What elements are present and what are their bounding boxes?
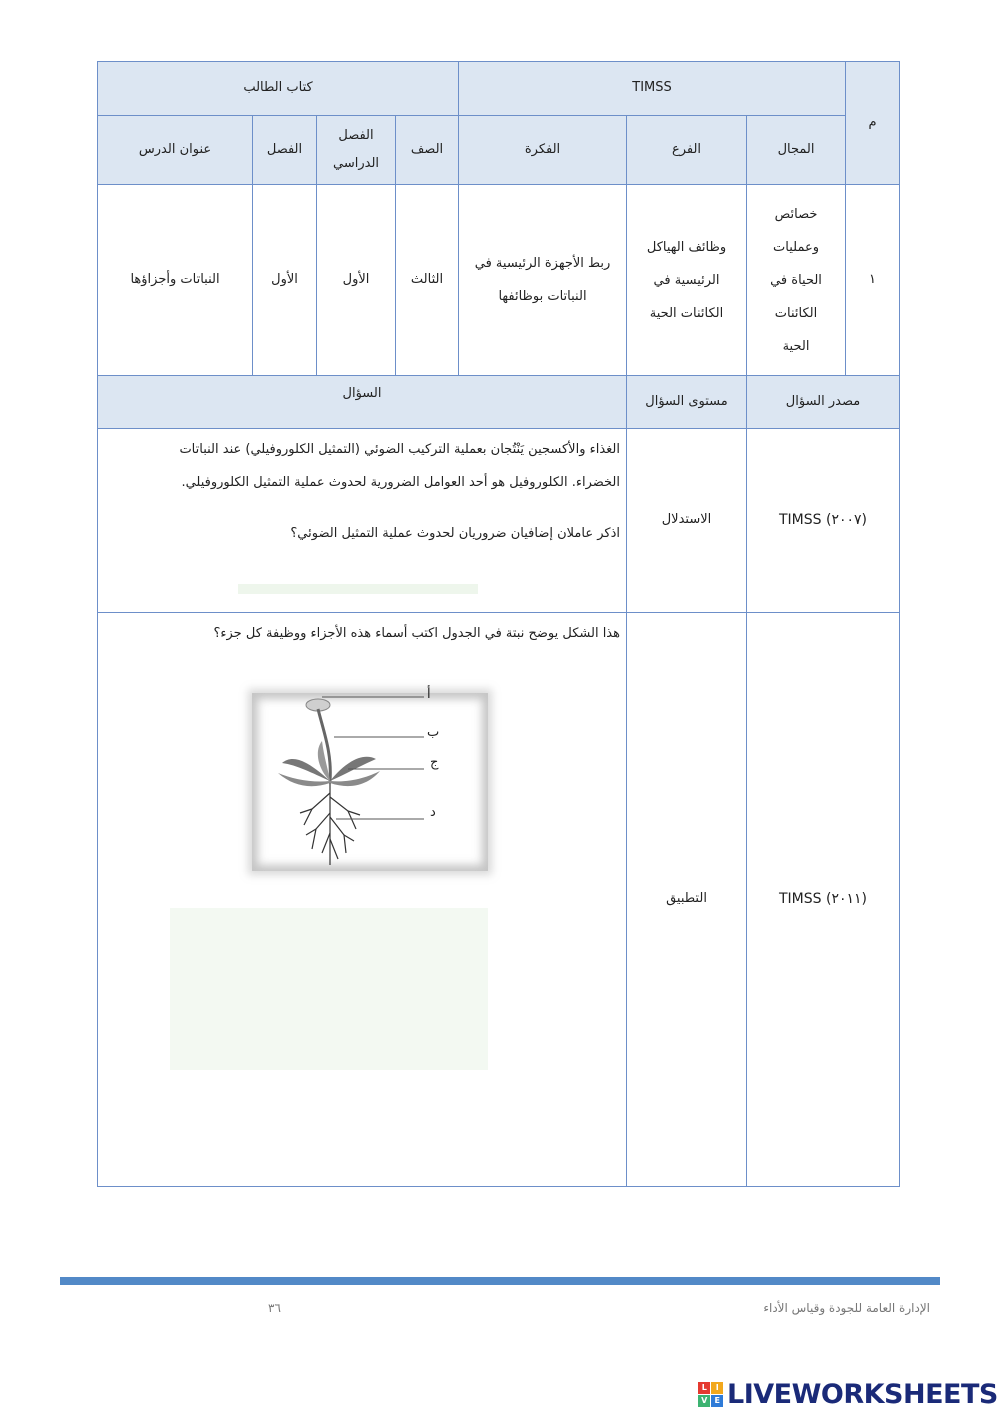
roots-icon bbox=[300, 783, 360, 865]
col-domain bbox=[746, 115, 846, 185]
row1-semester-value: الأول bbox=[342, 271, 370, 287]
q2-source bbox=[746, 612, 900, 1187]
footer-page-number: ٣٦ bbox=[268, 1301, 281, 1315]
row1-domain-line: الكائنات bbox=[774, 305, 818, 321]
q1-source bbox=[746, 428, 900, 613]
col-idea-label: الفكرة bbox=[524, 141, 561, 157]
row1-serial-value: ١ bbox=[869, 271, 876, 287]
figure-label-d: د bbox=[430, 805, 436, 820]
logo-tile-v: V bbox=[698, 1395, 710, 1407]
qhdr-level bbox=[626, 375, 747, 429]
qhdr-question-label: السؤال bbox=[342, 386, 382, 401]
row1-branch-line: الكائنات الحية bbox=[649, 305, 724, 321]
col-semester-line1: الفصل bbox=[338, 128, 374, 143]
figure-label-c: ج bbox=[430, 755, 439, 770]
col-grade bbox=[395, 115, 459, 185]
logo-tile-l: L bbox=[698, 1382, 710, 1394]
row1-lesson-title bbox=[97, 184, 253, 376]
col-chapter-label: الفصل bbox=[266, 141, 303, 157]
q1-line2: الخضراء. الكلوروفيل هو أحد العوامل الضرورية لحدوث عملية التمثيل الكلوروفيلي. bbox=[181, 475, 620, 490]
row1-domain-line: الحياة في bbox=[770, 272, 822, 288]
figure-label-a: أ bbox=[427, 687, 431, 702]
figure-label-b: ب bbox=[427, 725, 440, 740]
q1-answer-field[interactable] bbox=[238, 584, 478, 594]
q2-text: هذا الشكل يوضح نبتة في الجدول اكتب أسماء هذه الأجزاء ووظيفة كل جزء؟ bbox=[213, 626, 620, 641]
brand-logo-icon bbox=[698, 1382, 723, 1407]
q2-level-value: التطبيق bbox=[666, 891, 707, 907]
col-domain-label: المجال bbox=[777, 141, 815, 157]
col-lesson-title-label: عنوان الدرس bbox=[138, 141, 212, 157]
col-semester-line2: الدراسي bbox=[333, 156, 380, 171]
row1-chapter bbox=[252, 184, 317, 376]
col-semester bbox=[316, 115, 396, 185]
q2-answer-field[interactable] bbox=[170, 908, 488, 1070]
row1-grade bbox=[395, 184, 459, 376]
row1-idea-line: النباتات بوظائفها bbox=[498, 289, 587, 304]
row1-domain bbox=[746, 184, 846, 376]
row1-domain-line: وعمليات bbox=[773, 239, 819, 255]
header-serial bbox=[845, 61, 900, 185]
row1-branch-line: وظائف الهياكل bbox=[646, 239, 727, 255]
header-student-book-label: كتاب الطالب bbox=[243, 80, 313, 96]
col-branch bbox=[626, 115, 747, 185]
col-branch-label: الفرع bbox=[671, 141, 702, 157]
header-serial-label: م bbox=[868, 114, 877, 130]
col-chapter bbox=[252, 115, 317, 185]
q2-source-value: TIMSS (٢٠١١) bbox=[779, 891, 867, 908]
q2-level bbox=[626, 612, 747, 1187]
row1-domain-line: الحية bbox=[782, 338, 810, 354]
header-timss bbox=[458, 61, 846, 116]
footer-divider bbox=[60, 1277, 940, 1285]
row1-idea-line: ربط الأجهزة الرئيسية في bbox=[474, 256, 611, 271]
logo-tile-i: I bbox=[711, 1382, 723, 1394]
row1-domain-line: خصائص bbox=[774, 206, 818, 222]
qhdr-question bbox=[97, 375, 627, 429]
col-idea bbox=[458, 115, 627, 185]
qhdr-source bbox=[746, 375, 900, 429]
q1-line3: اذكر عاملان إضافيان ضروريان لحدوث عملية التمثيل الضوئي؟ bbox=[290, 526, 620, 541]
header-student-book bbox=[97, 61, 459, 116]
q1-level-value: الاستدلال bbox=[661, 512, 712, 528]
row1-idea bbox=[458, 184, 627, 376]
row1-branch-line: الرئيسية في bbox=[653, 272, 720, 288]
row1-semester bbox=[316, 184, 396, 376]
q1-line1: الغذاء والأكسجين يَنْتُجان بعملية التركيب الضوئي (التمثيل الكلوروفيلي) عند النباتات bbox=[179, 442, 620, 457]
brand-name: LIVEWORKSHEETS bbox=[727, 1378, 998, 1410]
col-grade-label: الصف bbox=[410, 141, 444, 157]
row1-serial bbox=[845, 184, 900, 376]
row1-lesson-title-value: النباتات وأجزاؤها bbox=[130, 271, 220, 287]
brand-logo[interactable] bbox=[698, 1378, 998, 1410]
row1-branch bbox=[626, 184, 747, 376]
logo-tile-e: E bbox=[711, 1395, 723, 1407]
plant-drawing bbox=[252, 693, 488, 871]
plant-figure bbox=[252, 687, 488, 871]
q1-source-value: TIMSS (٢٠٠٧) bbox=[779, 512, 867, 529]
qhdr-source-label: مصدر السؤال bbox=[785, 393, 861, 409]
row1-grade-value: الثالث bbox=[410, 271, 444, 287]
footer-org: الإدارة العامة للجودة وقياس الأداء bbox=[763, 1301, 930, 1315]
header-timss-label: TIMSS bbox=[632, 80, 672, 96]
q1-level bbox=[626, 428, 747, 613]
col-lesson-title bbox=[97, 115, 253, 185]
qhdr-level-label: مستوى السؤال bbox=[645, 393, 728, 409]
row1-chapter-value: الأول bbox=[271, 271, 298, 287]
